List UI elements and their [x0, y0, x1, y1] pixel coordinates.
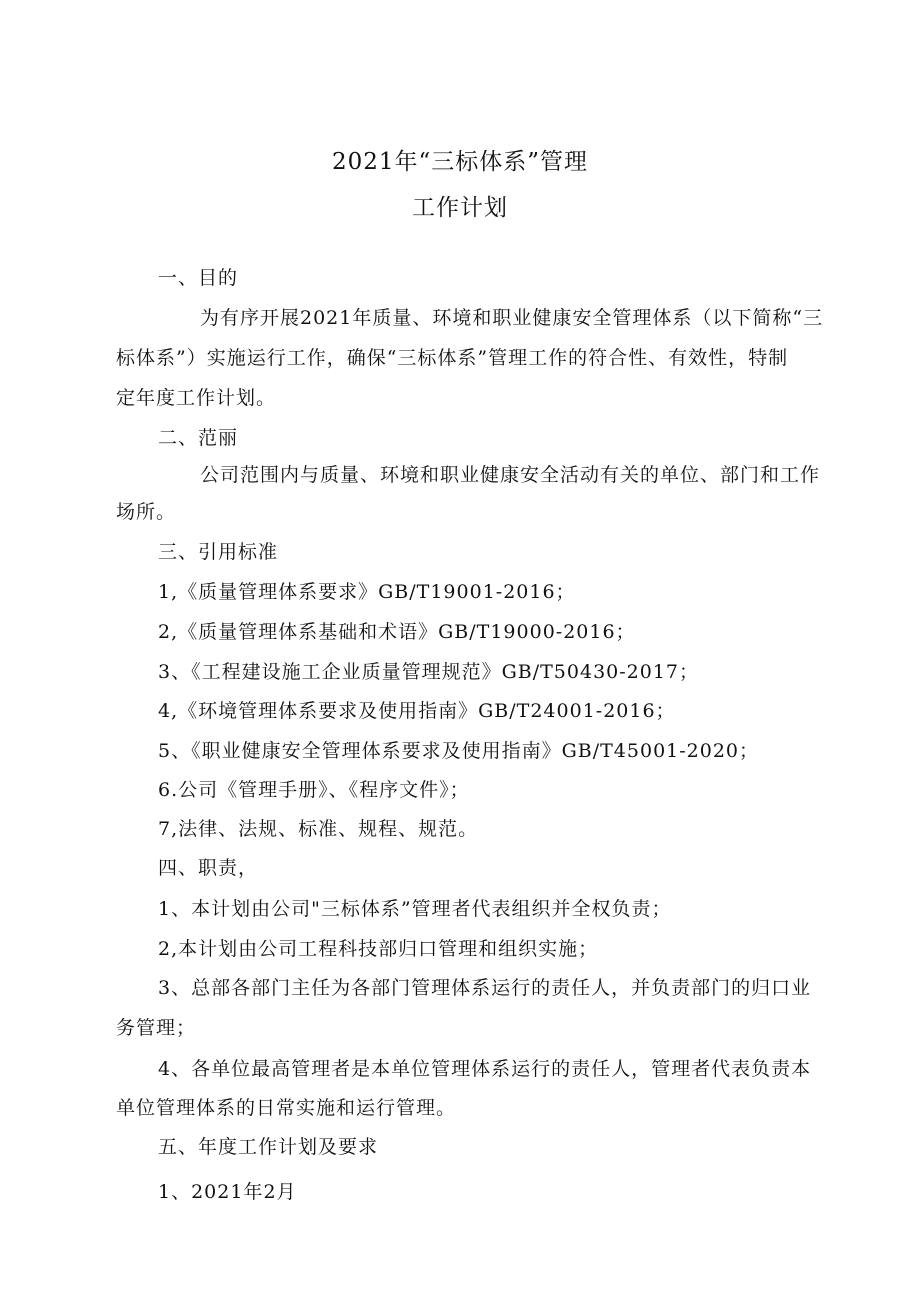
standard-item: 3、《工程建设施工企业质量管理规范》GB/T50430-2017； [158, 661, 700, 683]
document-title-line1: 2021年“三标体系”管理 [331, 149, 589, 175]
section-purpose-body-line1: 为有序开展2021年质量、环境和职业健康安全管理体系（以下简称“三 [200, 307, 824, 329]
section-purpose-body-line2: 标体系”）实施运行工作，确保“三标体系”管理工作的符合性、有效性，特制 [116, 347, 789, 369]
standard-item: 7,法律、法规、标准、规程、规范。 [158, 818, 479, 840]
section-duties-heading: 四、职责， [158, 857, 259, 879]
section-purpose-body-line3: 定年度工作计划。 [116, 387, 277, 409]
standard-item: 6.公司《管理手册》、《程序文件》； [158, 779, 470, 801]
standard-item: 5、《职业健康安全管理体系要求及使用指南》GB/T45001-2020； [158, 740, 760, 762]
duty-item-4-line2: 单位管理体系的日常实施和运行管理。 [116, 1097, 457, 1119]
standard-item: 2,《质量管理体系基础和术语》GB/T19000-2016； [158, 621, 636, 643]
duty-item-3-line2: 务管理； [116, 1017, 197, 1039]
standard-item: 4,《环境管理体系要求及使用指南》GB/T24001-2016； [158, 700, 676, 722]
duty-item-1: 1、本计划由公司"三标体系”管理者代表组织并全权负责； [158, 898, 672, 920]
standard-item: 1,《质量管理体系要求》GB/T19001-2016； [158, 581, 576, 603]
duty-item-4-line1: 4、各单位最高管理者是本单位管理体系运行的责任人，管理者代表负责本 [158, 1058, 812, 1080]
duty-item-3-line1: 3、总部各部门主任为各部门管理体系运行的责任人，并负责部门的归口业 [158, 977, 812, 999]
section-purpose-heading: 一、目的 [158, 267, 239, 289]
plan-item-1: 1、2021年2月 [158, 1181, 297, 1203]
section-scope-body-line1: 公司范围内与质量、环境和职业健康安全活动有关的单位、部门和工作 [200, 464, 821, 486]
duty-item-2: 2,本计划由公司工程科技部归口管理和组织实施； [158, 938, 599, 960]
section-plan-heading: 五、年度工作计划及要求 [158, 1136, 379, 1158]
section-standards-heading: 三、引用标准 [158, 541, 279, 563]
section-scope-heading: 二、范丽 [158, 427, 239, 449]
document-title-line2: 工作计划 [412, 195, 508, 221]
section-scope-body-line2: 场所。 [116, 501, 177, 523]
